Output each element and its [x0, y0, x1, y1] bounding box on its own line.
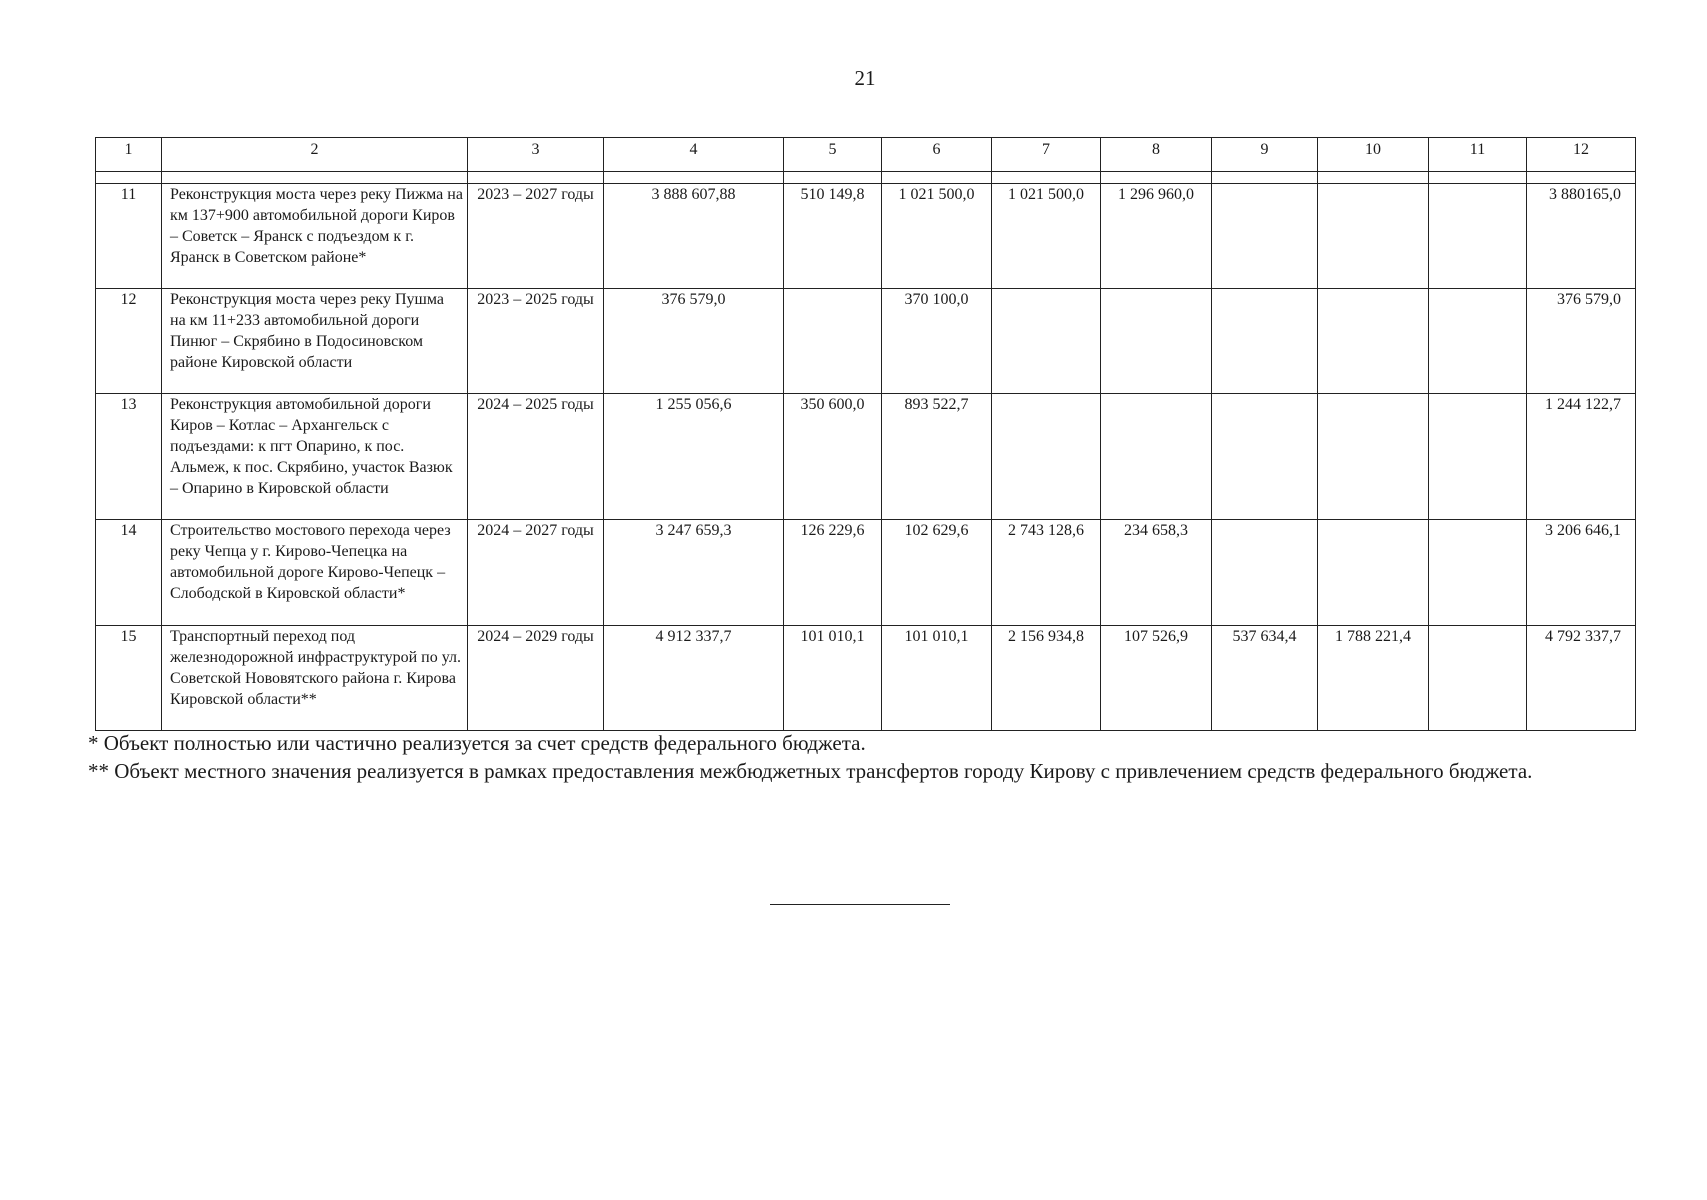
cell-col4: 3 247 659,3 [604, 520, 784, 626]
header-cell: 12 [1527, 138, 1636, 172]
cell-col10 [1318, 394, 1429, 520]
row-number: 14 [96, 520, 162, 626]
period: 2024 – 2025 годы [468, 394, 604, 520]
cell-col6: 1 021 500,0 [882, 184, 992, 289]
end-divider [770, 904, 950, 905]
cell-col7: 2 743 128,6 [992, 520, 1101, 626]
cell-col4: 376 579,0 [604, 289, 784, 394]
header-cell: 1 [96, 138, 162, 172]
cell-col9 [1212, 520, 1318, 626]
cell-col8: 1 296 960,0 [1101, 184, 1212, 289]
header-cell: 11 [1429, 138, 1527, 172]
data-table [95, 137, 1636, 731]
cell-col12: 376 579,0 [1527, 289, 1636, 394]
cell-col11 [1429, 394, 1527, 520]
period: 2023 – 2025 годы [468, 289, 604, 394]
object-name: Реконструкция моста через реку Пижма на км 137+900 автомобильной дороги Киров – Советск – Яранск с подъездом к г. Яранск в Советском районе* [162, 184, 468, 289]
object-name: Реконструкция моста через реку Пушма на км 11+233 автомобильной дороги Пинюг – Скрябино в Подосиновском районе Кировской области [162, 289, 468, 394]
cell-col12: 3 880165,0 [1527, 184, 1636, 289]
footnote-federal: * Объект полностью или частично реализуется за счет средств федерального бюджета. [88, 731, 866, 755]
header-cell: 5 [784, 138, 882, 172]
cell-col8 [1101, 289, 1212, 394]
cell-col10 [1318, 289, 1429, 394]
cell-col5 [784, 289, 882, 394]
header-row [96, 138, 1636, 172]
cell-col10 [1318, 184, 1429, 289]
cell-col11 [1429, 626, 1527, 731]
row-number: 13 [96, 394, 162, 520]
object-name: Строительство мостового перехода через реку Чепца у г. Кирово-Чепецка на автомобильной дороге Кирово-Чепецк – Слободской в Кировской области* [162, 520, 468, 626]
header-cell: 3 [468, 138, 604, 172]
cell-col5: 126 229,6 [784, 520, 882, 626]
row-number: 11 [96, 184, 162, 289]
cell-col12: 1 244 122,7 [1527, 394, 1636, 520]
period: 2024 – 2029 годы [468, 626, 604, 731]
header-cell: 9 [1212, 138, 1318, 172]
table-row [96, 394, 1636, 520]
cell-col11 [1429, 289, 1527, 394]
cell-col6: 370 100,0 [882, 289, 992, 394]
header-gap-row [96, 172, 1636, 184]
cell-col5: 510 149,8 [784, 184, 882, 289]
cell-col9: 537 634,4 [1212, 626, 1318, 731]
period: 2023 – 2027 годы [468, 184, 604, 289]
table-row [96, 184, 1636, 289]
row-number: 15 [96, 626, 162, 731]
cell-col11 [1429, 520, 1527, 626]
cell-col6: 102 629,6 [882, 520, 992, 626]
object-name: Транспортный переход под железнодорожной инфраструктурой по ул. Советской Нововятского района г. Кирова Кировской области** [162, 626, 468, 731]
cell-col9 [1212, 289, 1318, 394]
cell-col11 [1429, 184, 1527, 289]
cell-col7 [992, 289, 1101, 394]
cell-col7 [992, 394, 1101, 520]
object-name: Реконструкция автомобильной дороги Киров – Котлас – Архангельск с подъездами: к пгт Опарино, к пос. Альмеж, к пос. Скрябино, участок Вазюк – Опарино в Кировской области [162, 394, 468, 520]
table-row [96, 289, 1636, 394]
cell-col9 [1212, 184, 1318, 289]
cell-col10: 1 788 221,4 [1318, 626, 1429, 731]
cell-col8 [1101, 394, 1212, 520]
cell-col8: 107 526,9 [1101, 626, 1212, 731]
header-cell: 2 [162, 138, 468, 172]
cell-col6: 101 010,1 [882, 626, 992, 731]
row-number: 12 [96, 289, 162, 394]
page-number: 21 [854, 66, 876, 90]
footnotes [88, 729, 1648, 785]
table-row [96, 520, 1636, 626]
header-cell: 8 [1101, 138, 1212, 172]
header-cell: 10 [1318, 138, 1429, 172]
cell-col4: 4 912 337,7 [604, 626, 784, 731]
header-cell: 6 [882, 138, 992, 172]
cell-col5: 101 010,1 [784, 626, 882, 731]
header-cell: 7 [992, 138, 1101, 172]
table-row [96, 626, 1636, 731]
cell-col6: 893 522,7 [882, 394, 992, 520]
cell-col12: 3 206 646,1 [1527, 520, 1636, 626]
cell-col12: 4 792 337,7 [1527, 626, 1636, 731]
cell-col7: 2 156 934,8 [992, 626, 1101, 731]
period: 2024 – 2027 годы [468, 520, 604, 626]
cell-col8: 234 658,3 [1101, 520, 1212, 626]
cell-col4: 1 255 056,6 [604, 394, 784, 520]
footnote-local: ** Объект местного значения реализуется в рамках предоставления межбюджетных трансфертов городу Кирову с привлечением средств федерального бюджета. [88, 759, 1533, 783]
cell-col10 [1318, 520, 1429, 626]
header-cell: 4 [604, 138, 784, 172]
cell-col9 [1212, 394, 1318, 520]
cell-col4: 3 888 607,88 [604, 184, 784, 289]
cell-col7: 1 021 500,0 [992, 184, 1101, 289]
cell-col5: 350 600,0 [784, 394, 882, 520]
